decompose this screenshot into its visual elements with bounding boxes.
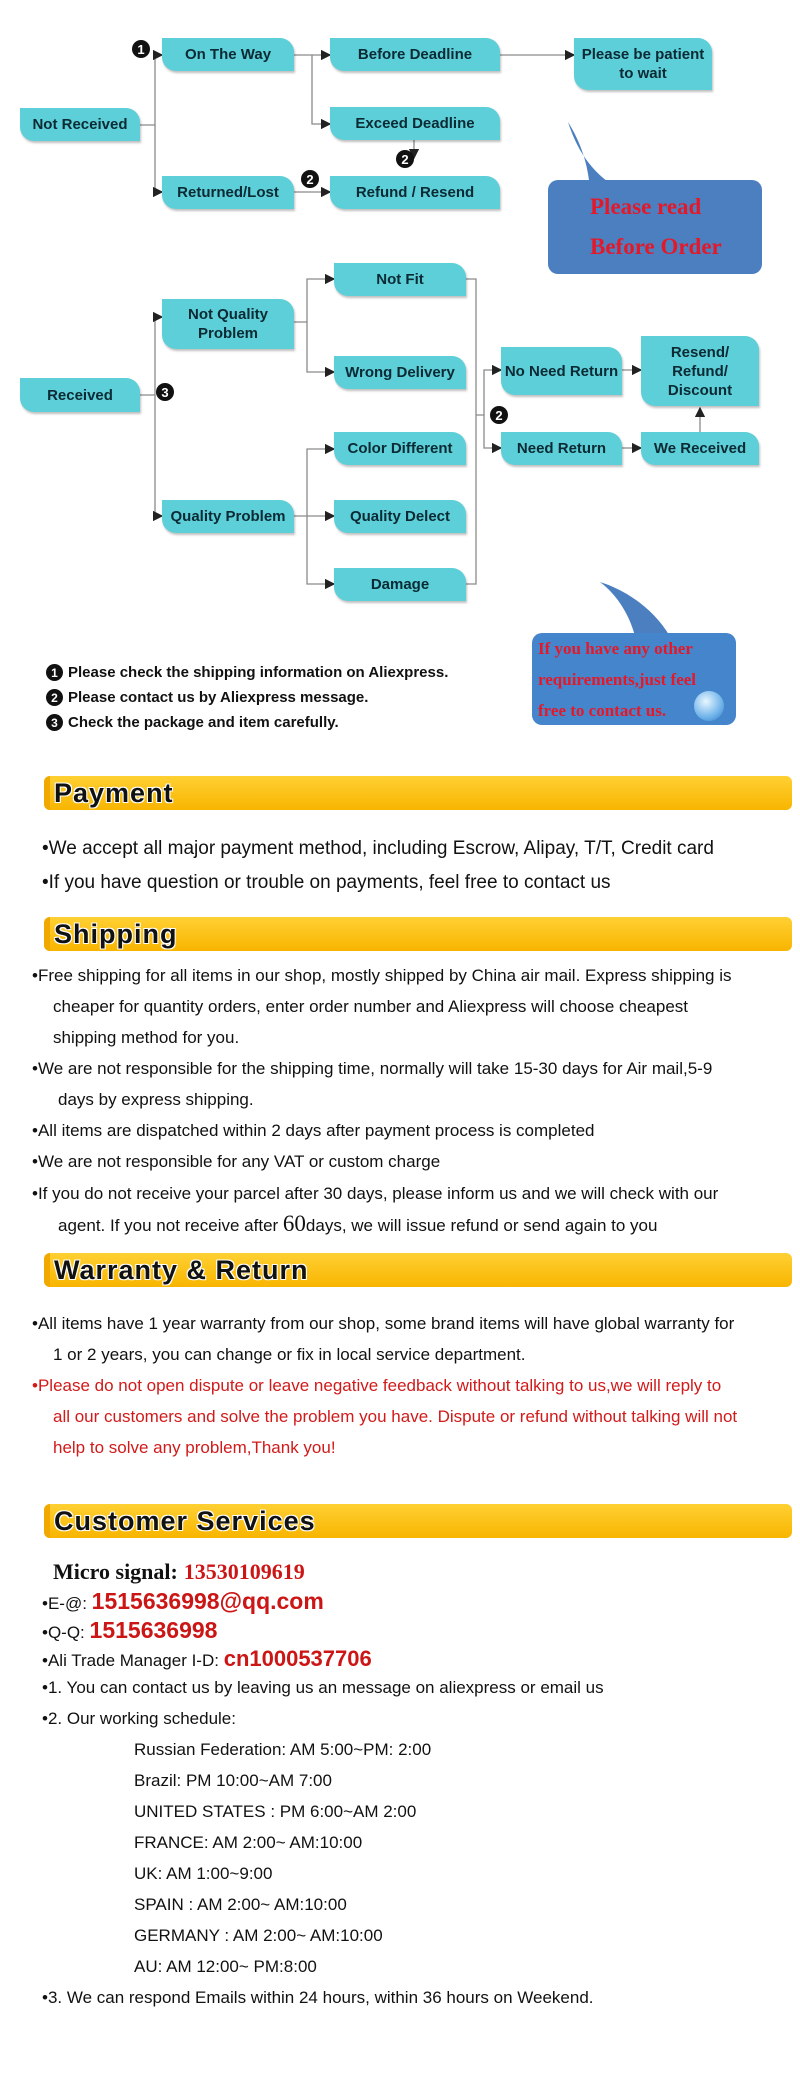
step-2-marker: 2 xyxy=(46,689,63,706)
section-title: Warranty & Return xyxy=(54,1255,309,1285)
days-number: 60 xyxy=(282,1211,306,1236)
warranty-line: •All items have 1 year warranty from our shop, some brand items will have global warranty for xyxy=(32,1314,735,1333)
micro-signal xyxy=(53,1559,305,1586)
section-title: Shipping xyxy=(54,919,178,949)
schedule-item: SPAIN : AM 2:00~ AM:10:00 xyxy=(134,1895,347,1914)
legend-text: Check the package and item carefully. xyxy=(68,714,339,731)
shipping-line xyxy=(58,1211,658,1236)
legend-text: Please check the shipping information on Aliexpress. xyxy=(68,664,449,681)
qq-label: •Q-Q: xyxy=(42,1623,85,1642)
step-2-marker: 2 xyxy=(301,170,319,188)
section-title: Payment xyxy=(54,778,174,808)
payment-line: •If you have question or trouble on payments, feel free to contact us xyxy=(42,872,611,893)
not-quality-box: Not Quality Problem xyxy=(162,299,294,349)
please-read-callout xyxy=(548,180,762,274)
ali-value: cn1000537706 xyxy=(223,1646,372,1671)
step-1-marker: 1 xyxy=(132,40,150,58)
warranty-warning: •Please do not open dispute or leave negative feedback without talking to us,we will reply to xyxy=(32,1376,722,1395)
email-row xyxy=(42,1588,324,1617)
we-received-box: We Received xyxy=(641,432,759,465)
service-line: •1. You can contact us by leaving us an message on aliexpress or email us xyxy=(42,1678,604,1697)
legend-text: Please contact us by Aliexpress message. xyxy=(68,689,369,706)
callout-line-3: free to contact us. xyxy=(538,701,667,720)
warranty-header xyxy=(44,1253,792,1287)
quality-problem-box: Quality Problem xyxy=(162,500,294,533)
service-line: •2. Our working schedule: xyxy=(42,1709,236,1728)
returned-lost-box: Returned/Lost xyxy=(162,176,294,209)
legend-item-2 xyxy=(46,689,368,706)
schedule-item: FRANCE: AM 2:00~ AM:10:00 xyxy=(134,1833,363,1852)
shipping-line: days by express shipping. xyxy=(58,1090,254,1109)
text-part: days, we will issue refund or send again to you xyxy=(305,1216,658,1235)
step-3-marker: 3 xyxy=(156,383,174,401)
on-the-way-box: On The Way xyxy=(162,38,294,71)
payment-header xyxy=(44,776,792,810)
before-deadline-box: Before Deadline xyxy=(330,38,500,71)
schedule-item: Brazil: PM 10:00~AM 7:00 xyxy=(134,1771,332,1790)
payment-line: •We accept all major payment method, including Escrow, Alipay, T/T, Credit card xyxy=(42,838,714,859)
ali-row xyxy=(42,1646,372,1674)
contact-callout xyxy=(532,633,736,725)
step-2-marker: 2 xyxy=(490,406,508,424)
qq-row xyxy=(42,1617,217,1646)
callout-line-1: If you have any other xyxy=(538,639,693,658)
warranty-warning: help to solve any problem,Thank you! xyxy=(53,1438,336,1457)
wrong-delivery-box: Wrong Delivery xyxy=(334,356,466,389)
shipping-header xyxy=(44,917,792,951)
ali-label: •Ali Trade Manager I-D: xyxy=(42,1651,219,1670)
schedule-item: AU: AM 12:00~ PM:8:00 xyxy=(134,1957,317,1976)
shipping-line: shipping method for you. xyxy=(53,1028,240,1047)
service-line: •3. We can respond Emails within 24 hours, within 36 hours on Weekend. xyxy=(42,1988,594,2007)
callout-line-2: Before Order xyxy=(590,234,722,259)
micro-label: Micro signal: xyxy=(53,1559,178,1584)
warranty-line: 1 or 2 years, you can change or fix in local service department. xyxy=(53,1345,526,1364)
not-received-box: Not Received xyxy=(20,108,140,141)
step-1-marker: 1 xyxy=(46,664,63,681)
text-part: agent. If you not receive after xyxy=(58,1216,283,1235)
not-fit-box: Not Fit xyxy=(334,263,466,296)
shipping-line: •All items are dispatched within 2 days after payment process is completed xyxy=(32,1121,595,1140)
legend-item-1 xyxy=(46,664,448,681)
shipping-line: cheaper for quantity orders, enter order number and Aliexpress will choose cheapest xyxy=(53,997,689,1016)
micro-value: 13530109619 xyxy=(183,1559,305,1584)
schedule-item: UNITED STATES : PM 6:00~AM 2:00 xyxy=(134,1802,417,1821)
shipping-line: •We are not responsible for any VAT or custom charge xyxy=(32,1152,441,1171)
schedule-item: GERMANY : AM 2:00~ AM:10:00 xyxy=(134,1926,383,1945)
smiley-icon xyxy=(694,691,724,721)
email-value[interactable]: 1515636998@qq.com xyxy=(91,1588,324,1614)
color-different-box: Color Different xyxy=(334,432,466,465)
legend-item-3 xyxy=(46,714,339,731)
shipping-line: •We are not responsible for the shipping time, normally will take 15-30 days for Air mail,5-9 xyxy=(32,1059,713,1078)
speech-tail xyxy=(596,580,686,640)
exceed-deadline-box: Exceed Deadline xyxy=(330,107,500,140)
schedule-item: Russian Federation: AM 5:00~PM: 2:00 xyxy=(134,1740,432,1759)
shipping-line: •Free shipping for all items in our shop, mostly shipped by China air mail. Express shipping is xyxy=(32,966,732,985)
section-title: Customer Services xyxy=(54,1506,316,1536)
need-return-box: Need Return xyxy=(501,432,622,465)
patient-box: Please be patient to wait xyxy=(574,38,712,90)
received-box: Received xyxy=(20,378,140,412)
step-2-marker: 2 xyxy=(396,150,414,168)
resend-refund-box: Resend/ Refund/ Discount xyxy=(641,336,759,406)
schedule-item: UK: AM 1:00~9:00 xyxy=(134,1864,273,1883)
step-3-marker: 3 xyxy=(46,714,63,731)
qq-value: 1515636998 xyxy=(89,1617,218,1643)
service-header xyxy=(44,1504,792,1538)
shipping-line: •If you do not receive your parcel after 30 days, please inform us and we will check with our xyxy=(32,1184,719,1203)
callout-line-1: Please read xyxy=(590,194,702,219)
warranty-warning: all our customers and solve the problem you have. Dispute or refund without talking will not xyxy=(53,1407,738,1426)
callout-line-2: requirements,just feel xyxy=(538,670,697,689)
no-need-return-box: No Need Return xyxy=(501,347,622,395)
quality-delect-box: Quality Delect xyxy=(334,500,466,533)
damage-box: Damage xyxy=(334,568,466,601)
refund-resend-box: Refund / Resend xyxy=(330,176,500,209)
email-label: •E-@: xyxy=(42,1594,87,1613)
